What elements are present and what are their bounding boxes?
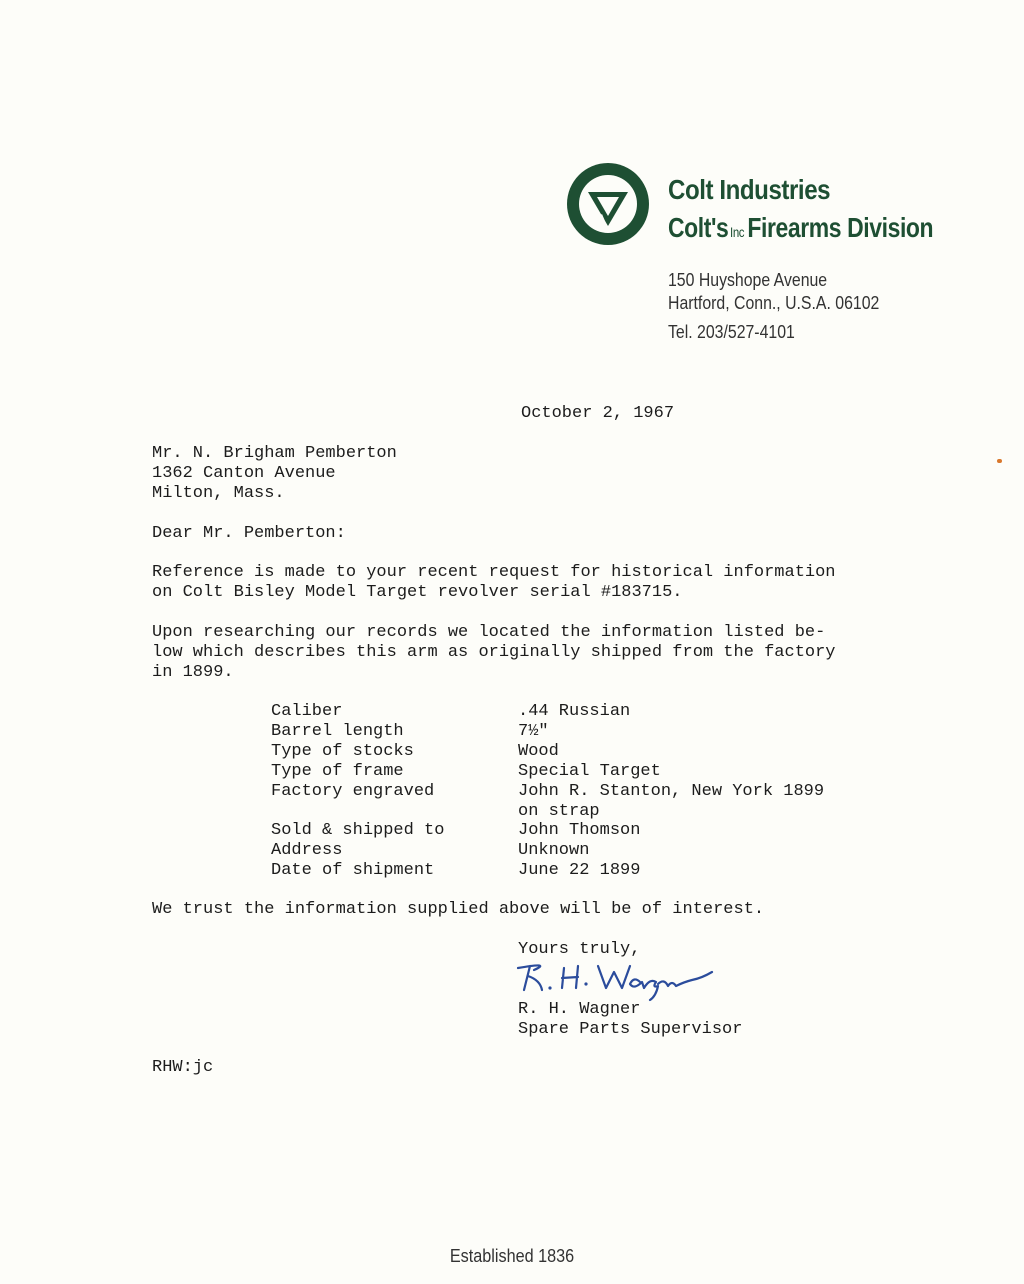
closing: Yours truly, [518,940,641,959]
detail-label-frame: Type of frame [271,762,404,781]
address-line-2: Hartford, Conn., U.S.A. 06102 [668,293,880,313]
detail-value-engraved-cont: on strap [518,802,600,821]
detail-value-sold-to: John Thomson [518,821,641,840]
phone-number: Tel. 203/527-4101 [668,322,795,342]
detail-label-sold-to: Sold & shipped to [271,821,445,840]
address-line-1: 150 Huyshope Avenue [668,270,828,290]
detail-value-address: Unknown [518,841,590,860]
detail-value-engraved: John R. Stanton, New York 1899 [518,782,825,801]
detail-value-stocks: Wood [518,742,559,761]
detail-label-engraved: Factory engraved [271,782,435,801]
letter-date: October 2, 1967 [521,404,675,423]
detail-value-frame: Special Target [518,762,661,781]
division-name-rest: Firearms Division [747,212,934,243]
detail-label-barrel-length: Barrel length [271,722,404,741]
paragraph-1-line-1: Reference is made to your recent request for historical information [152,563,836,582]
typist-initials: RHW:jc [152,1058,214,1077]
division-inc: Inc [730,224,745,240]
division-name [668,212,933,244]
detail-value-shipment-date: June 22 1899 [518,861,641,880]
salutation: Dear Mr. Pemberton: [152,524,346,543]
colt-logo-icon [566,162,650,246]
company-name: Colt Industries [668,174,831,205]
detail-value-barrel-length: 7½" [518,722,549,741]
paragraph-1-line-2: on Colt Bisley Model Target revolver serial #183715. [152,583,683,602]
detail-label-shipment-date: Date of shipment [271,861,435,880]
paper-speck [997,459,1002,463]
detail-label-caliber: Caliber [271,702,343,721]
paragraph-2-line-3: in 1899. [152,663,234,682]
signer-name: R. H. Wagner [518,1000,641,1019]
recipient-line-3: Milton, Mass. [152,484,285,503]
closing-paragraph: We trust the information supplied above will be of interest. [152,900,765,919]
signer-title: Spare Parts Supervisor [518,1020,743,1039]
signature-handwritten [512,956,722,1004]
detail-value-caliber: .44 Russian [518,702,631,721]
detail-label-stocks: Type of stocks [271,742,414,761]
footer-established: Established 1836 [449,1246,575,1266]
detail-label-address: Address [271,841,343,860]
paragraph-2-line-2: low which describes this arm as originally shipped from the factory [152,643,836,662]
paragraph-2-line-1: Upon researching our records we located the information listed be- [152,623,826,642]
recipient-line-1: Mr. N. Brigham Pemberton [152,444,397,463]
recipient-line-2: 1362 Canton Avenue [152,464,336,483]
division-name-colts: Colt's [668,212,729,243]
